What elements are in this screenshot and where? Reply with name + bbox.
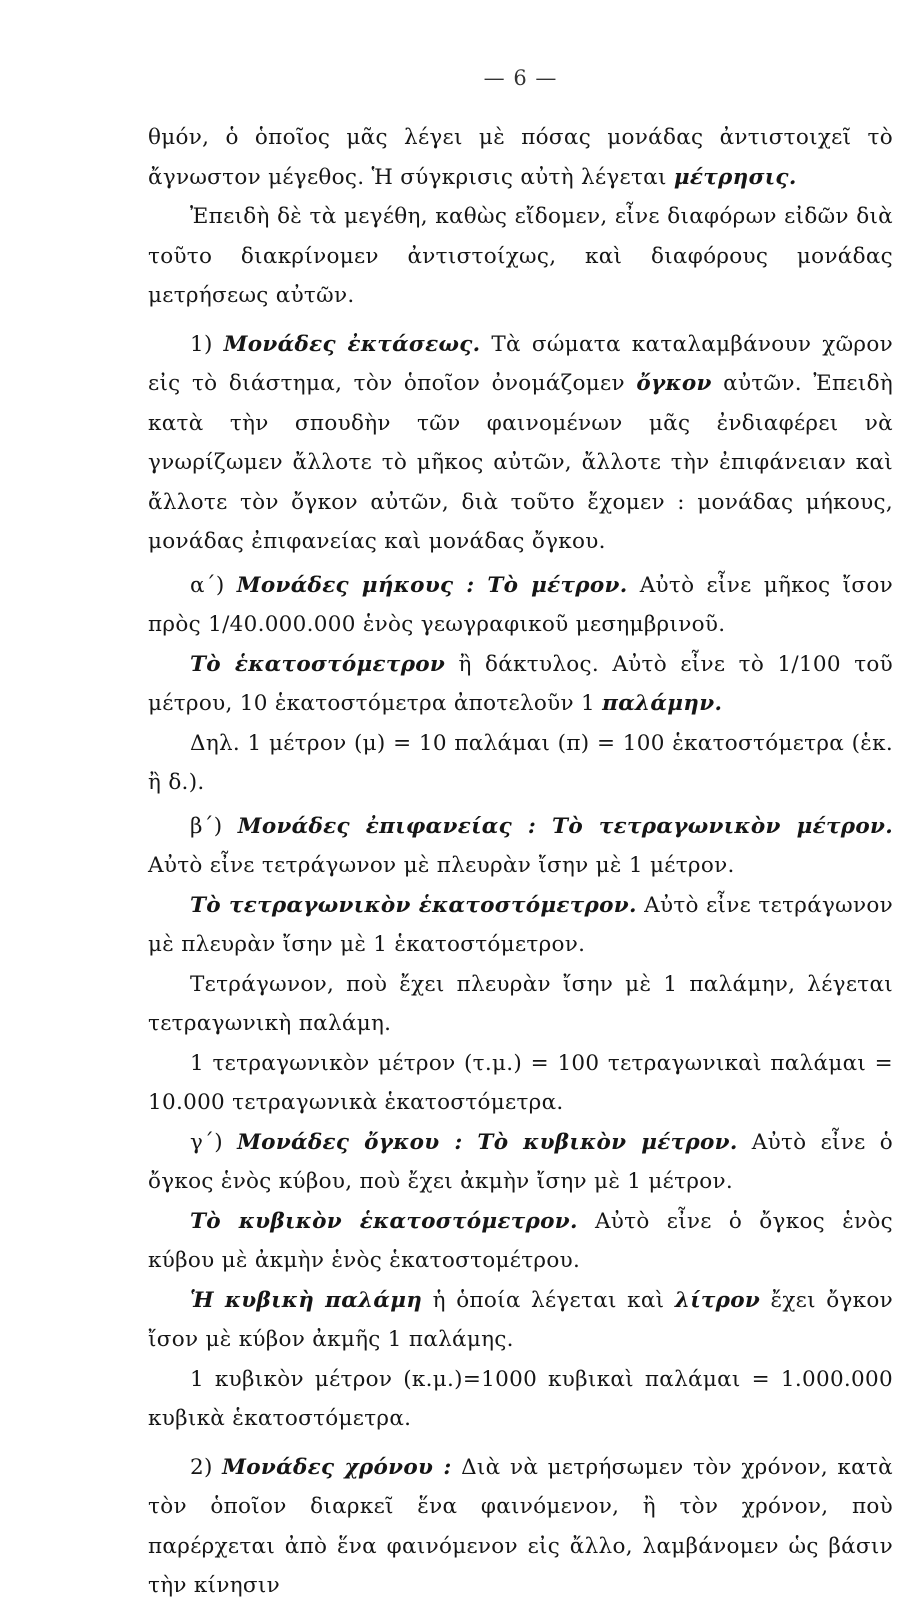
text-run: γ΄)	[190, 1129, 238, 1155]
text-run: Τετράγωνον, ποὺ ἔχει πλευρὰν ἴσην μὲ 1 παλάμην, λέγεται τετραγωνικὴ παλάμη.	[148, 971, 893, 1036]
text-run: ἢ δάκτυλος. Αὐτὸ εἶνε τὸ 1/100 τοῦ μέτρου, 10 ἑκατοστόμετρα ἀποτελοῦν 1	[148, 651, 894, 716]
text-run: 1)	[190, 331, 224, 357]
emphasized-term: Μονάδες ἐπιφανείας : Τὸ τετραγωνικὸν μέτρον.	[237, 813, 893, 839]
emphasized-term: Τὸ τετραγωνικὸν ἑκατοστόμετρον.	[190, 892, 637, 918]
text-run: αὐτῶν. Ἐπειδὴ κατὰ τὴν σπουδὴν τῶν φαινομένων μᾶς ἐνδιαφέρει νὰ γνωρίζωμεν ἄλλοτε τὸ μῆκος αὐτῶν, ἄλλοτε τὴν ἐπιφάνειαν καὶ ἄλλοτε τὸν ὄγκον αὐτῶν, διὰ τοῦτο ἔχομεν : μονάδας μήκους, μονάδας ἐπιφανείας καὶ μονάδας ὄγκου.	[148, 371, 893, 554]
text-run: ἡ ὁποία λέγεται καὶ	[422, 1287, 675, 1313]
text-run: 1 τετραγωνικὸν μέτρον (τ.μ.) = 100 τετραγωνικαὶ παλάμαι = 10.000 τετραγωνικὰ ἑκατοστόμετρα.	[148, 1050, 893, 1115]
emphasized-term: Ἡ κυβικὴ παλάμη	[190, 1287, 423, 1313]
emphasized-term: παλάμην.	[602, 691, 723, 716]
paragraph	[148, 645, 893, 724]
emphasized-term: Μονάδες χρόνου :	[222, 1454, 452, 1480]
page-number: — 6 —	[483, 66, 558, 90]
paragraph	[148, 325, 893, 562]
text-run: Διὰ νὰ μετρήσωμεν τὸν χρόνον, κατὰ τὸν ὁποῖον διαρκεῖ ἕνα φαινόμενον, ἢ τὸν χρόνον, ποὺ παρέρχεται ἀπὸ ἕνα φαινόμενον εἰς ἄλλο, λαμβάνομεν ὡς βάσιν τὴν κίνησιν	[148, 1454, 894, 1598]
paragraph	[148, 1281, 893, 1360]
text-run: β΄)	[190, 813, 238, 839]
paragraph	[148, 886, 893, 965]
text-run: Τὰ σώματα καταλαμβάνουν χῶρον εἰς τὸ διάστημα, τὸν ὁποῖον ὀνομάζομεν	[148, 331, 893, 396]
paragraph	[148, 724, 893, 803]
text-run: Αὐτὸ εἶνε ὁ ὄγκος ἑνὸς κύβου μὲ ἀκμὴν ἑνὸς ἑκατοστομέτρου.	[148, 1208, 893, 1273]
emphasized-term: Μονάδες μήκους : Τὸ μέτρον.	[236, 572, 628, 598]
text-run: ἔχει ὄγκον ἴσον μὲ κύβον ἀκμῆς 1 παλάμης.	[148, 1287, 893, 1352]
text-run: 1 κυβικὸν μέτρον (κ.μ.)=1000 κυβικαὶ παλάμαι = 1.000.000 κυβικὰ ἑκατοστόμετρα.	[148, 1366, 893, 1431]
emphasized-term: Μονάδες ὄγκου : Τὸ κυβικὸν μέτρον.	[237, 1129, 738, 1155]
emphasized-term: Μονάδες ἐκτάσεως.	[223, 331, 481, 357]
book-page	[148, 60, 893, 1606]
text-run: Δηλ. 1 μέτρον (μ) = 10 παλάμαι (π) = 100 ἑκατοστόμετρα (ἑκ. ἢ δ.).	[148, 730, 893, 795]
emphasized-term: Τὸ κυβικὸν ἑκατοστόμετρον.	[190, 1208, 578, 1234]
text-run: Αὐτὸ εἶνε τετράγωνον μὲ πλευρὰν ἴσην μὲ 1 ἑκατοστόμετρον.	[148, 892, 893, 957]
text-run: Ἐπειδὴ δὲ τὰ μεγέθη, καθὼς εἴδομεν, εἶνε διαφόρων εἰδῶν διὰ τοῦτο διακρίνομεν ἀντιστοίχως, καὶ διαφόρους μονάδας μετρήσεως αὐτῶν.	[148, 204, 893, 308]
body-text	[148, 118, 893, 1606]
paragraph	[148, 1202, 893, 1281]
paragraph	[148, 1044, 893, 1123]
paragraph	[148, 807, 893, 886]
paragraph	[148, 566, 893, 645]
text-run: Αὐτὸ εἶνε μῆκος ἴσον πρὸς 1/40.000.000 ἑνὸς γεωγραφικοῦ μεσημβρινοῦ.	[148, 572, 893, 637]
text-run: α΄)	[190, 572, 237, 598]
text-run: Αὐτὸ εἶνε ὁ ὄγκος ἑνὸς κύβου, ποὺ ἔχει ἀκμὴν ἴσην μὲ 1 μέτρον.	[148, 1129, 893, 1194]
paragraph	[148, 1360, 893, 1439]
paragraph	[148, 965, 893, 1044]
emphasized-term: λίτρον	[674, 1287, 761, 1313]
emphasized-term: μέτρησις.	[673, 164, 797, 190]
paragraph	[148, 197, 893, 316]
text-run: Αὐτὸ εἶνε τετράγωνον μὲ πλευρὰν ἴσην μὲ 1 μέτρον.	[148, 853, 735, 878]
emphasized-term: ὄγκον	[636, 371, 712, 396]
text-run: θμόν, ὁ ὁποῖος μᾶς λέγει μὲ πόσας μονάδας ἀντιστοιχεῖ τὸ ἄγνωστον μέγεθος. Ἡ σύγκρισις αὐτὴ λέγεται	[148, 125, 893, 190]
emphasized-term: Τὸ ἑκατοστόμετρον	[190, 651, 446, 677]
paragraph	[148, 118, 893, 197]
text-run: 2)	[190, 1454, 223, 1480]
paragraph	[148, 1123, 893, 1202]
paragraph	[148, 1448, 893, 1606]
